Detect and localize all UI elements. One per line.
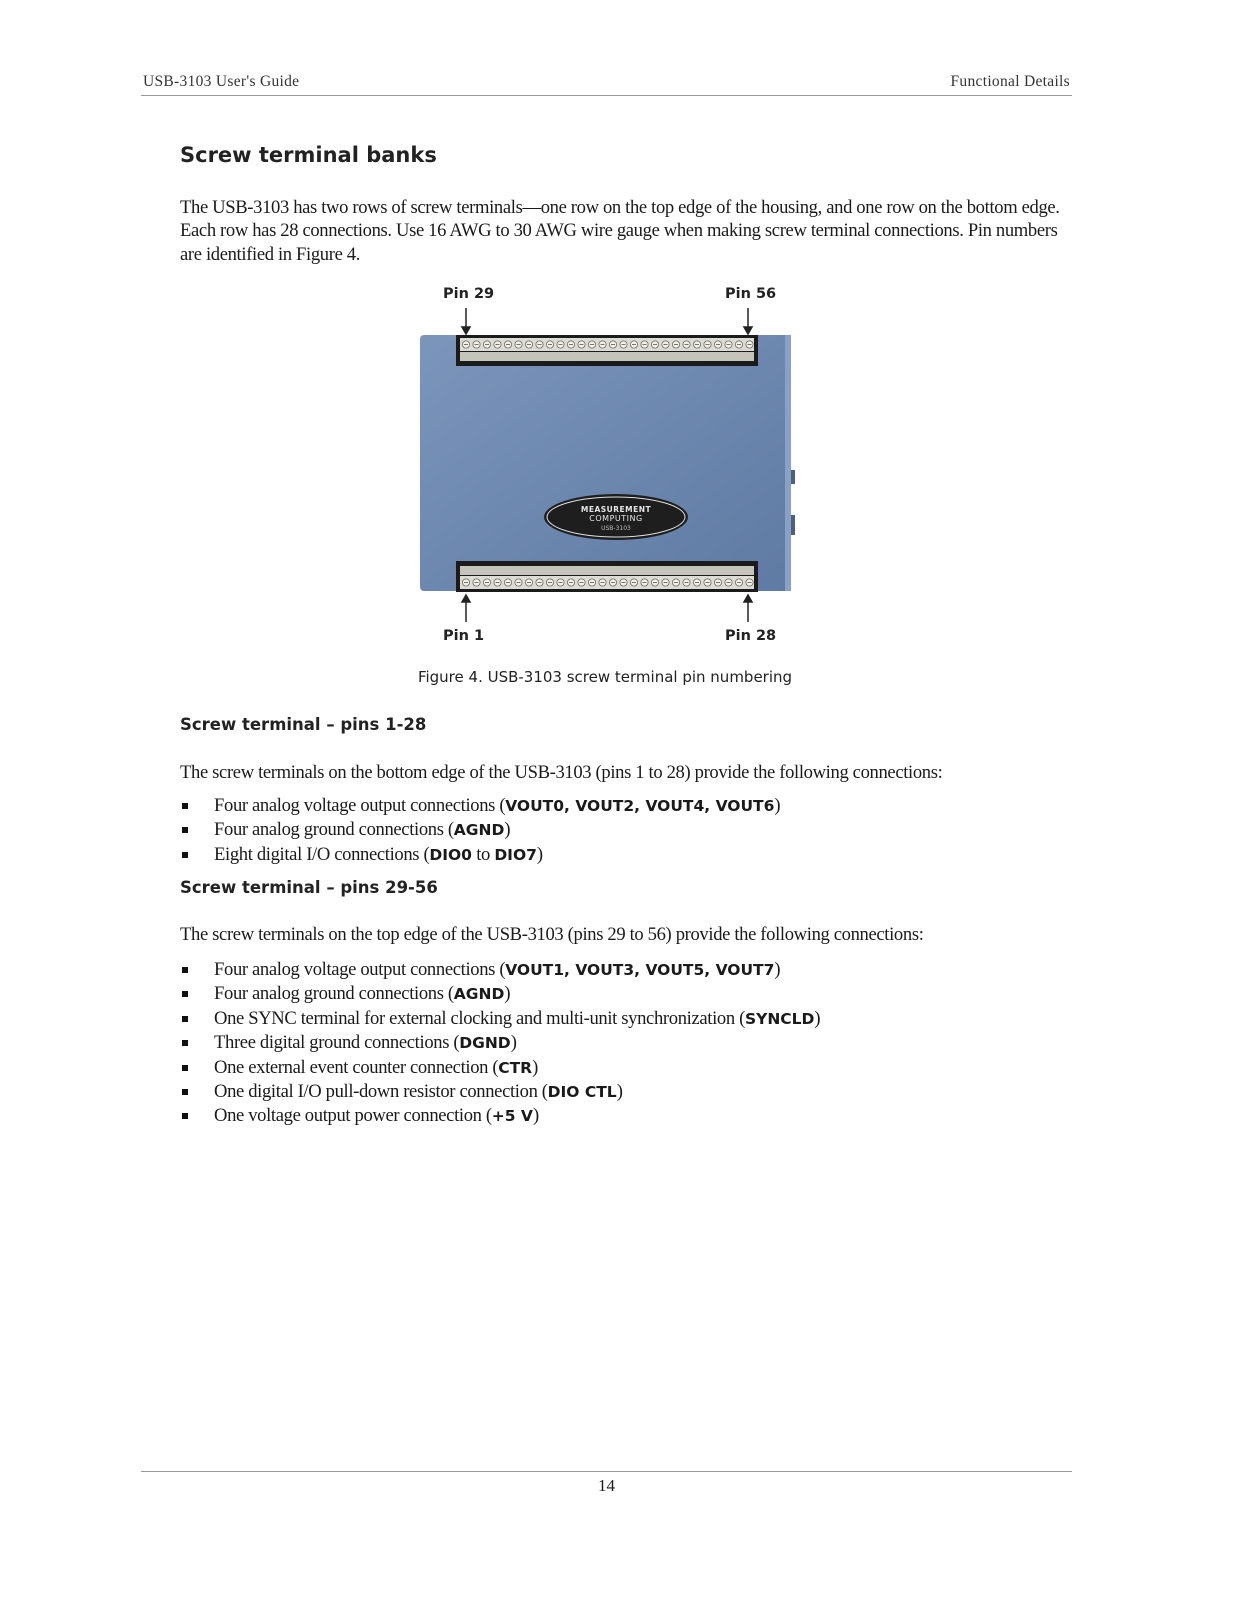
page-footer	[141, 1471, 1072, 1496]
svg-text:USB-3103: USB-3103	[601, 525, 631, 532]
measurement-computing-logo	[544, 494, 688, 540]
pin-28-label: Pin 28	[725, 628, 777, 644]
list-item: Three digital ground connections (DGND)	[180, 1031, 820, 1055]
list-item: One voltage output power connection (+5 V)	[180, 1104, 820, 1128]
svg-text:MEASUREMENT: MEASUREMENT	[580, 505, 652, 514]
heading-pins-29-56: Screw terminal – pins 29-56	[180, 878, 438, 897]
list-item: One SYNC terminal for external clocking and multi-unit synchronization (SYNCLD)	[180, 1007, 820, 1031]
pins-29-56-list	[180, 958, 820, 1129]
arrow-up-icon-pin1	[462, 595, 470, 622]
figure-device-image	[420, 280, 810, 650]
pins-29-56-intro: The screw terminals on the top edge of the USB-3103 (pins 29 to 56) provide the following connections:	[180, 924, 924, 945]
list-item: Four analog ground connections (AGND)	[180, 982, 820, 1006]
top-terminal-block	[456, 335, 758, 366]
heading-pins-1-28: Screw terminal – pins 1-28	[180, 715, 427, 734]
pin-56-label: Pin 56	[725, 286, 777, 302]
list-item: Four analog ground connections (AGND)	[180, 818, 780, 842]
arrow-up-icon-pin28	[744, 595, 752, 622]
header-doc-title: USB-3103 User's Guide	[143, 73, 300, 90]
list-item: Four analog voltage output connections (VOUT0, VOUT2, VOUT4, VOUT6)	[180, 794, 780, 818]
header-chapter-title: Functional Details	[950, 73, 1070, 90]
pins-1-28-intro: The screw terminals on the bottom edge of the USB-3103 (pins 1 to 28) provide the following connections:	[180, 762, 943, 783]
list-item: Four analog voltage output connections (VOUT1, VOUT3, VOUT5, VOUT7)	[180, 958, 820, 982]
device-illustration	[420, 280, 810, 650]
figure-caption: Figure 4. USB-3103 screw terminal pin numbering	[417, 668, 793, 686]
section-title: Screw terminal banks	[180, 143, 437, 167]
section-intro-paragraph: The USB-3103 has two rows of screw terminals—one row on the top edge of the housing, and one row on the bottom edge. Each row has 28 connections. Use 16 AWG to 30 AWG wire gauge when making screw terminal connections. Pin numbers are identified in Figure 4.	[180, 197, 1060, 265]
list-item: One digital I/O pull-down resistor connection (DIO CTL)	[180, 1080, 820, 1104]
device-housing	[420, 335, 791, 591]
page-number: 14	[598, 1476, 615, 1495]
pins-1-28-list	[180, 794, 780, 867]
arrow-down-icon-pin56	[744, 308, 752, 334]
running-header	[141, 71, 1072, 96]
bottom-terminal-block	[456, 561, 758, 592]
list-item: One external event counter connection (CTR)	[180, 1056, 820, 1080]
arrow-down-icon-pin29	[462, 308, 470, 334]
pin-29-label: Pin 29	[443, 286, 495, 302]
pin-1-label: Pin 1	[443, 628, 485, 644]
svg-text:COMPUTING: COMPUTING	[589, 514, 643, 523]
list-item: Eight digital I/O connections (DIO0 to DIO7)	[180, 843, 780, 867]
